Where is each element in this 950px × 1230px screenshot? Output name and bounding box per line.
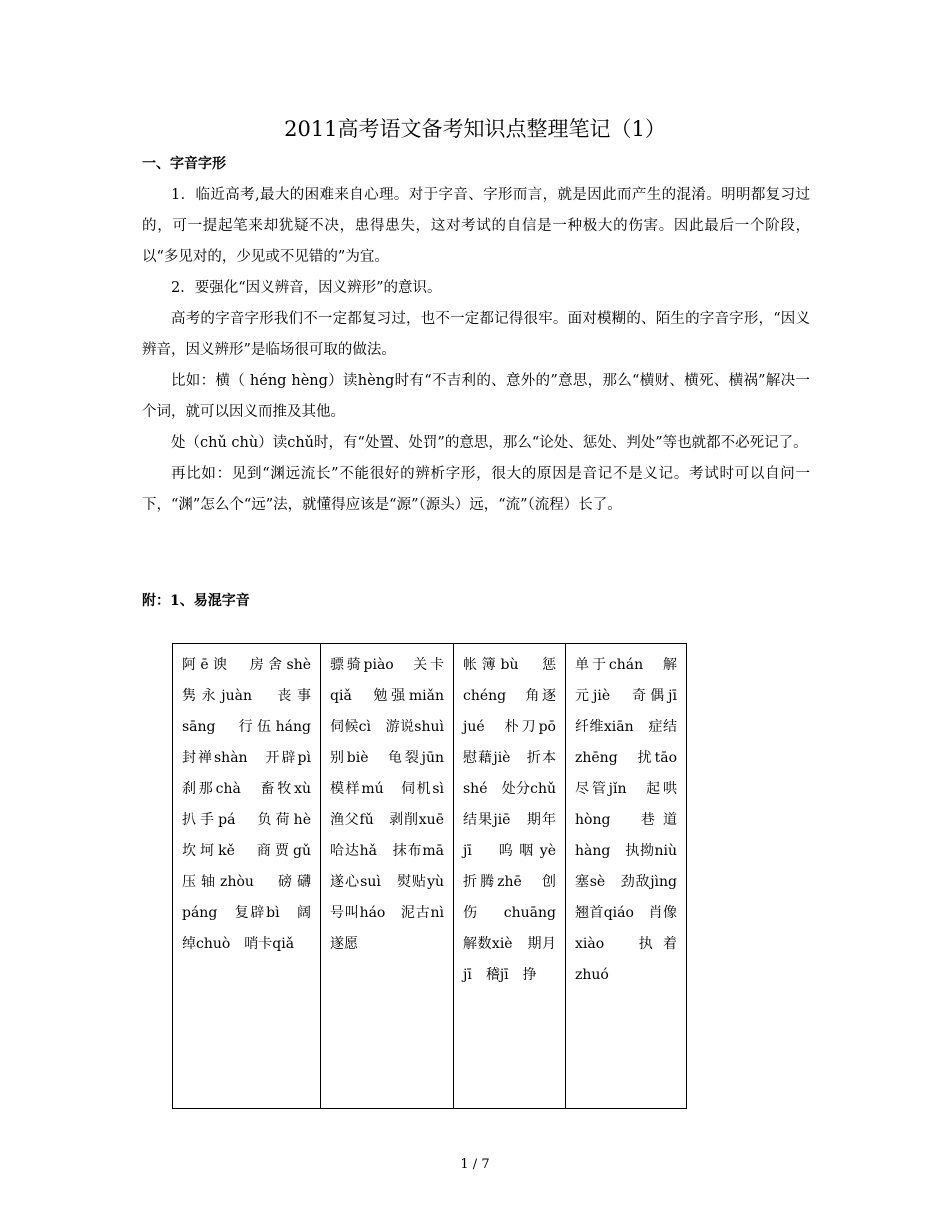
- table-cell: 单于chán 解元jiè 奇偶jī 纤维xiān 症结zhēng 扰tāo 尽管jǐn 起哄hòng 巷道hàng 执拗niù 塞sè 劲敌jìng 翘首qiáo 肖像xiào 执着zhuó: [566, 644, 687, 1109]
- appendix-heading: 附：1、易混字音: [142, 593, 250, 609]
- paragraph: 再比如：见到“渊远流长”不能很好的辨析字形，很大的原因是音记不是义记。考试时可以自问一下，“渊”怎么个“远”法，就懂得应该是“源”（源头）远，“流”（流程）长了。: [142, 466, 810, 513]
- paragraph: 2．要强化“因义辨音，因义辨形”的意识。: [171, 280, 442, 296]
- table-row: [173, 644, 687, 1109]
- section-heading-pronunciation: 一、字音字形: [142, 156, 226, 172]
- pronunciation-table: [172, 643, 691, 1109]
- paragraph: 处（chǔ chù）读chǔ时，有“处置、处罚”的意思，那么“论处、惩处、判处”等也就都不必死记了。: [171, 435, 808, 451]
- page-number: 1 / 7: [460, 1157, 490, 1172]
- document-title: 2011高考语文备考知识点整理笔记（1）: [284, 117, 666, 141]
- table-cell: 帐簿bù 惩chéng 角逐jué 朴刀pō 慰藉jiè 折本shé 处分chǔ 结果jiē 期年jī 呜咽yè 折腾zhē 创伤chuāng 解数xiè 期月jī 稽jī 挣: [454, 644, 566, 1109]
- paragraph: 高考的字音字形我们不一定都复习过，也不一定都记得很牢。面对模糊的、陌生的字音字形，“因义辨音，因义辨形”是临场很可取的做法。: [142, 311, 810, 358]
- body-text: [142, 180, 810, 521]
- table-cell: 骠骑piào 关卡qiǎ 勉强miǎn 伺候cì 游说shuì 别biè 龟裂jūn 模样mú 伺机sì 渔父fǔ 剥削xuē 哈达hǎ 抹布mā 遂心suì 熨贴yù 号叫háo 泥古nì 遂愿: [321, 644, 454, 1109]
- table-cell: 阿ē谀 房舍shè 隽永juàn 丧事sāng 行伍háng 封禅shàn 开辟pì 刹那chà 畜牧xù 扒手pá 负荷hè 坎坷kě 商贾gǔ 压轴zhòu 磅礴páng 复辟bì 阔绰chuò 哨卡qiǎ: [173, 644, 321, 1109]
- paragraph: 1．临近高考,最大的困难来自心理。对于字音、字形而言，就是因此而产生的混淆。明明都复习过的，可一提起笔来却犹疑不决，患得患失，这对考试的自信是一种极大的伤害。因此最后一个阶段，以“多见对的，少见或不见错的”为宜。: [142, 187, 810, 265]
- paragraph: 比如：横（ héng hèng）读hèng时有“不吉利的、意外的”意思，那么“横财、横死、横祸”解决一个词，就可以因义而推及其他。: [142, 373, 810, 420]
